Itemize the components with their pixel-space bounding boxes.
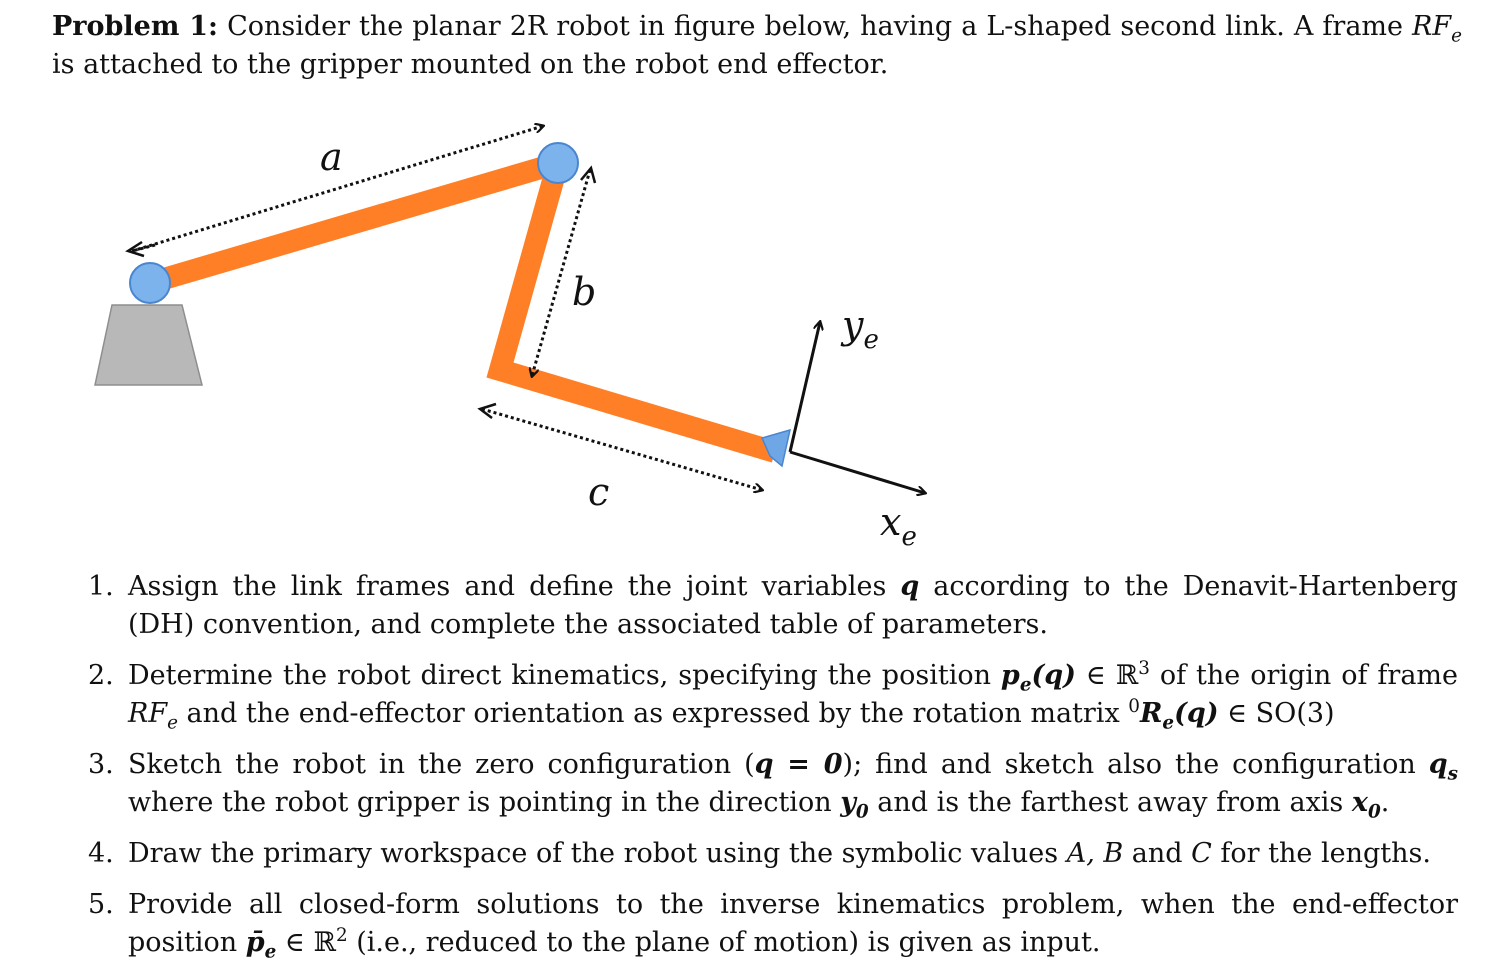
robot-base bbox=[95, 305, 202, 385]
link-1 bbox=[150, 163, 558, 283]
joint-2 bbox=[538, 143, 578, 183]
label-b: b bbox=[572, 270, 597, 314]
problem-text-1: Consider the planar 2R robot in figure below, having a L-shaped second link. A frame bbox=[227, 11, 1403, 42]
label-a: a bbox=[320, 135, 343, 179]
label-ye: ye bbox=[842, 303, 879, 355]
robot-figure bbox=[0, 100, 1486, 550]
ye-axis bbox=[790, 322, 820, 452]
task-1: 1. Assign the link frames and define the joint variables q according to the Denavit-Hartenberg (DH) convention, and complete the associated table of parameters. bbox=[88, 571, 1458, 640]
problem-statement bbox=[52, 8, 1462, 84]
link-2-l-shape bbox=[500, 163, 775, 452]
task-2: 2. Determine the robot direct kinematics, specifying the position $p_e(q)$ ∈ ℝ$^3$ of the origin of frame $RF_e$ and the end-effector orientation as expressed by the rotation matrix $^0R_e(q)$ ∈ SO(3) bbox=[88, 658, 1458, 734]
task-3: 3. Sketch the robot in the zero configuration (q = 0); find and sketch also the configuration $q_s$ where the robot gripper is pointing in the direction $y_0$ and is the farthest away from axis $x_0$. bbox=[88, 749, 1458, 823]
label-c: c bbox=[588, 470, 610, 514]
dimension-c-line bbox=[482, 409, 762, 490]
frame-symbol: $RF_e$ bbox=[1412, 11, 1462, 47]
task-5: 5. Provide all closed-form solutions to the inverse kinematics problem, when the end-effector position $p̄_e$ ∈ ℝ$^2$ (i.e., reduced to the plane of motion) is given as input. bbox=[88, 889, 1458, 963]
task-4: 4. Draw the primary workspace of the robot using the symbolic values A, B and C for the lengths. bbox=[88, 838, 1431, 869]
problem-heading: Problem 1: bbox=[52, 11, 219, 42]
xe-axis bbox=[790, 452, 925, 493]
problem-text-2: is attached to the gripper mounted on the robot end effector. bbox=[52, 49, 889, 80]
joint-1 bbox=[130, 263, 170, 303]
task-list bbox=[80, 568, 1458, 975]
label-xe: xe bbox=[880, 500, 917, 550]
